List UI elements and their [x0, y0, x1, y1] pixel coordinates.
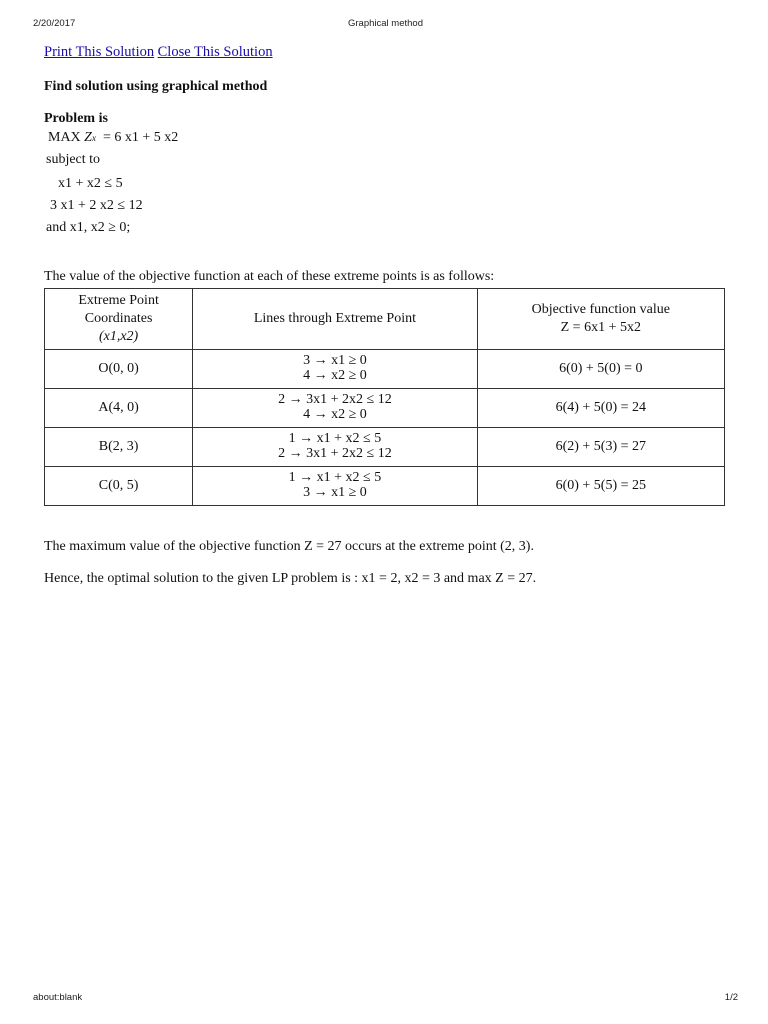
print-solution-link[interactable]: Print This Solution [44, 44, 155, 60]
cell-lines [193, 428, 477, 467]
nonnegativity-constraint: and x1, x2 ≥ 0; [46, 219, 131, 235]
objective-rhs: = 6 x1 + 5 x2 [102, 130, 179, 146]
subject-to-label: subject to [46, 152, 101, 168]
header-col3-line2: Z = 6x1 + 5x2 [560, 320, 641, 336]
cell-line: 3 → x1 ≥ 0 [303, 353, 367, 369]
header-lines: Lines through Extreme Point [193, 289, 477, 350]
cell-value: 6(0) + 5(5) = 25 [477, 467, 724, 506]
solution-links [44, 44, 734, 62]
extreme-points-table [44, 288, 725, 506]
cell-point: A(4, 0) [45, 389, 193, 428]
cell-line: 4 → x2 ≥ 0 [303, 407, 367, 423]
cell-value: 6(0) + 5(0) = 0 [477, 350, 724, 389]
cell-lines [193, 467, 477, 506]
cell-line: 1 → x1 + x2 ≤ 5 [288, 470, 382, 486]
cell-value: 6(4) + 5(0) = 24 [477, 389, 724, 428]
header-col1-line1: Extreme Point [78, 292, 159, 308]
cell-point: C(0, 5) [45, 467, 193, 506]
cell-line: 1 → x1 + x2 ≤ 5 [288, 431, 382, 447]
header-col3-line1: Objective function value [531, 301, 670, 317]
cell-line: 3 → x1 ≥ 0 [303, 485, 367, 501]
cell-point: B(2, 3) [45, 428, 193, 467]
constraint-2: 3 x1 + 2 x2 ≤ 12 [50, 197, 143, 213]
cell-lines [193, 350, 477, 389]
cell-line: 4 → x2 ≥ 0 [303, 368, 367, 384]
objective-prefix: MAX [48, 130, 81, 146]
objective-var: Z [84, 130, 92, 146]
table-row [45, 350, 725, 389]
header-col1-line2: Coordinates [84, 311, 153, 327]
table-header-row [45, 289, 725, 350]
header-objective-value [477, 289, 724, 350]
cell-value: 6(2) + 5(3) = 27 [477, 428, 724, 467]
cell-point: O(0, 0) [45, 350, 193, 389]
constraint-1: x1 + x2 ≤ 5 [58, 175, 123, 191]
max-value-statement: The maximum value of the objective function Z = 27 occurs at the extreme point (2, 3). [44, 539, 534, 555]
objective-function [48, 130, 734, 147]
problem-label: Problem is [44, 110, 108, 126]
cell-line: 2 → 3x1 + 2x2 ≤ 12 [278, 392, 392, 408]
table-intro: The value of the objective function at each of these extreme points is as follows: [44, 269, 495, 285]
print-url: about:blank [33, 992, 83, 1003]
cell-line: 2 → 3x1 + 2x2 ≤ 12 [278, 446, 392, 462]
page-heading: Find solution using graphical method [44, 78, 268, 94]
solution-content [44, 44, 734, 588]
print-page-number: 1/2 [724, 992, 738, 1003]
print-page-title: Graphical method [348, 18, 423, 29]
cell-lines [193, 389, 477, 428]
header-col1-line3: (x1,x2) [98, 329, 139, 345]
table-row [45, 467, 725, 506]
header-extreme-point [45, 289, 193, 350]
close-solution-link[interactable]: Close This Solution [157, 44, 273, 60]
optimal-solution-statement: Hence, the optimal solution to the given LP problem is : x1 = 2, x2 = 3 and max Z = 27. [44, 570, 537, 586]
print-date: 2/20/2017 [33, 18, 76, 29]
objective-sub: x [91, 133, 96, 144]
table-row [45, 389, 725, 428]
table-row [45, 428, 725, 467]
